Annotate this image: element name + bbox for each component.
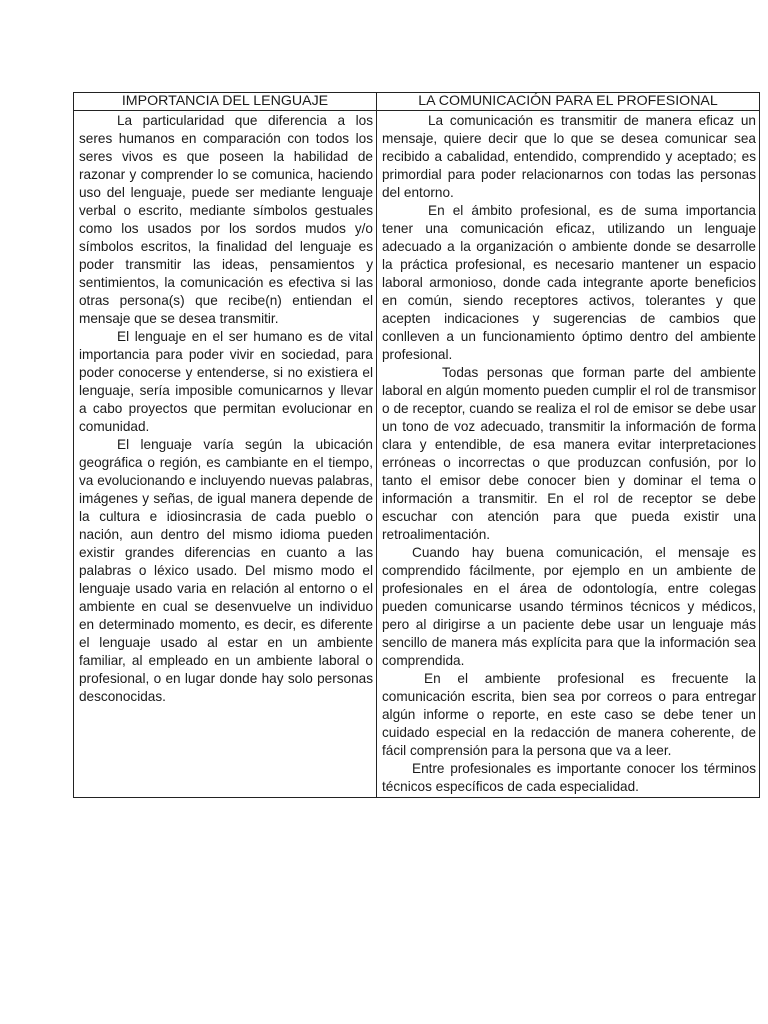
paragraph: Cuando hay buena comunicación, el mensaje es comprendido fácilmente, por ejemplo en un ambiente de profesionales en el área de odontología, entre colegas pueden comunicarse usando términos técnicos y médicos, pero al dirigirse a un paciente debe usar un lenguaje más sencillo de manera más explícita para que la información sea comprendida. bbox=[382, 545, 756, 668]
paragraph: En el ambiente profesional es frecuente la comunicación escrita, bien sea por correos o para entregar algún informe o reporte, en este caso se debe tener un cuidado especial en la redacción de manera coherente, de fácil comprensión para la persona que va a leer. bbox=[382, 671, 756, 758]
header-right: LA COMUNICACIÓN PARA EL PROFESIONAL bbox=[377, 93, 760, 111]
table-header-row bbox=[74, 93, 760, 111]
paragraph: El lenguaje en el ser humano es de vital importancia para poder vivir en sociedad, para poder conocerse y entenderse, si no existiera el lenguaje, sería imposible comunicarnos y llevar a cabo proyectos que permitan evolucionar en comunidad. bbox=[79, 329, 373, 434]
paragraph: La comunicación es transmitir de manera eficaz un mensaje, quiere decir que lo que se desea comunicar sea recibido a cabalidad, entendido, comprendido y aceptado; es primordial para poder relacionarnos con todas las personas del entorno. bbox=[382, 113, 756, 200]
paragraph: Todas personas que forman parte del ambiente laboral en algún momento pueden cumplir el rol de transmisor o de receptor, cuando se realiza el rol de emisor se debe usar un tono de voz adecuado, transmitir la información de forma clara y entendible, de esa manera evitar interpretaciones erróneas o incorrectas o que produzcan confusión, por lo tanto el emisor debe conocer bien y dominar el tema o información a transmitir. En el rol de receptor se debe escuchar con atención para que pueda existir una retroalimentación. bbox=[382, 365, 756, 542]
header-left: IMPORTANCIA DEL LENGUAJE bbox=[74, 93, 377, 111]
paragraph: La particularidad que diferencia a los seres humanos en comparación con todos los seres vivos es que poseen la habilidad de razonar y comprender lo se comunica, haciendo uso del lenguaje, puede ser mediante lenguaje verbal o escrito, mediante símbolos gestuales como los usados por los sordos mudos y/o símbolos escritos, la finalidad del lenguaje es poder transmitir las ideas, pensamientos y sentimientos, la comunicación es efectiva si las otras persona(s) que recibe(n) entiendan el mensaje que se desea transmitir. bbox=[79, 113, 373, 326]
paragraph: El lenguaje varía según la ubicación geográfica o región, es cambiante en el tiempo, va evolucionando e incluyendo nuevas palabras, imágenes y señas, de igual manera depende de la cultura e idiosincrasia de cada pueblo o nación, aun dentro del mismo idioma pueden existir grandes diferencias en cuanto a las palabras o léxico usado. Del mismo modo el lenguaje usado varia en relación al entorno o el ambiente en cual se desenvuelve un individuo en determinado momento, es decir, es diferente el lenguaje usado al estar en un ambiente familiar, al empleado en un ambiente laboral o profesional, o en lugar donde hay solo personas desconocidas. bbox=[79, 437, 373, 704]
table-body-row bbox=[74, 111, 760, 798]
paragraph: Entre profesionales es importante conocer los términos técnicos específicos de cada especialidad. bbox=[382, 761, 756, 794]
right-column-cell bbox=[377, 111, 760, 798]
paragraph: En el ámbito profesional, es de suma importancia tener una comunicación eficaz, utilizando un lenguaje adecuado a la organización o ambiente donde se desarrolle la práctica profesional, es necesario mantener un espacio laboral armonioso, donde cada integrante aporte beneficios en común, siendo receptores activos, tolerantes y que acepten indicaciones y sugerencias de cambios que conlleven a un funcionamiento óptimo dentro del ambiente profesional. bbox=[382, 203, 756, 362]
two-column-table bbox=[73, 92, 760, 798]
left-column-cell bbox=[74, 111, 377, 798]
